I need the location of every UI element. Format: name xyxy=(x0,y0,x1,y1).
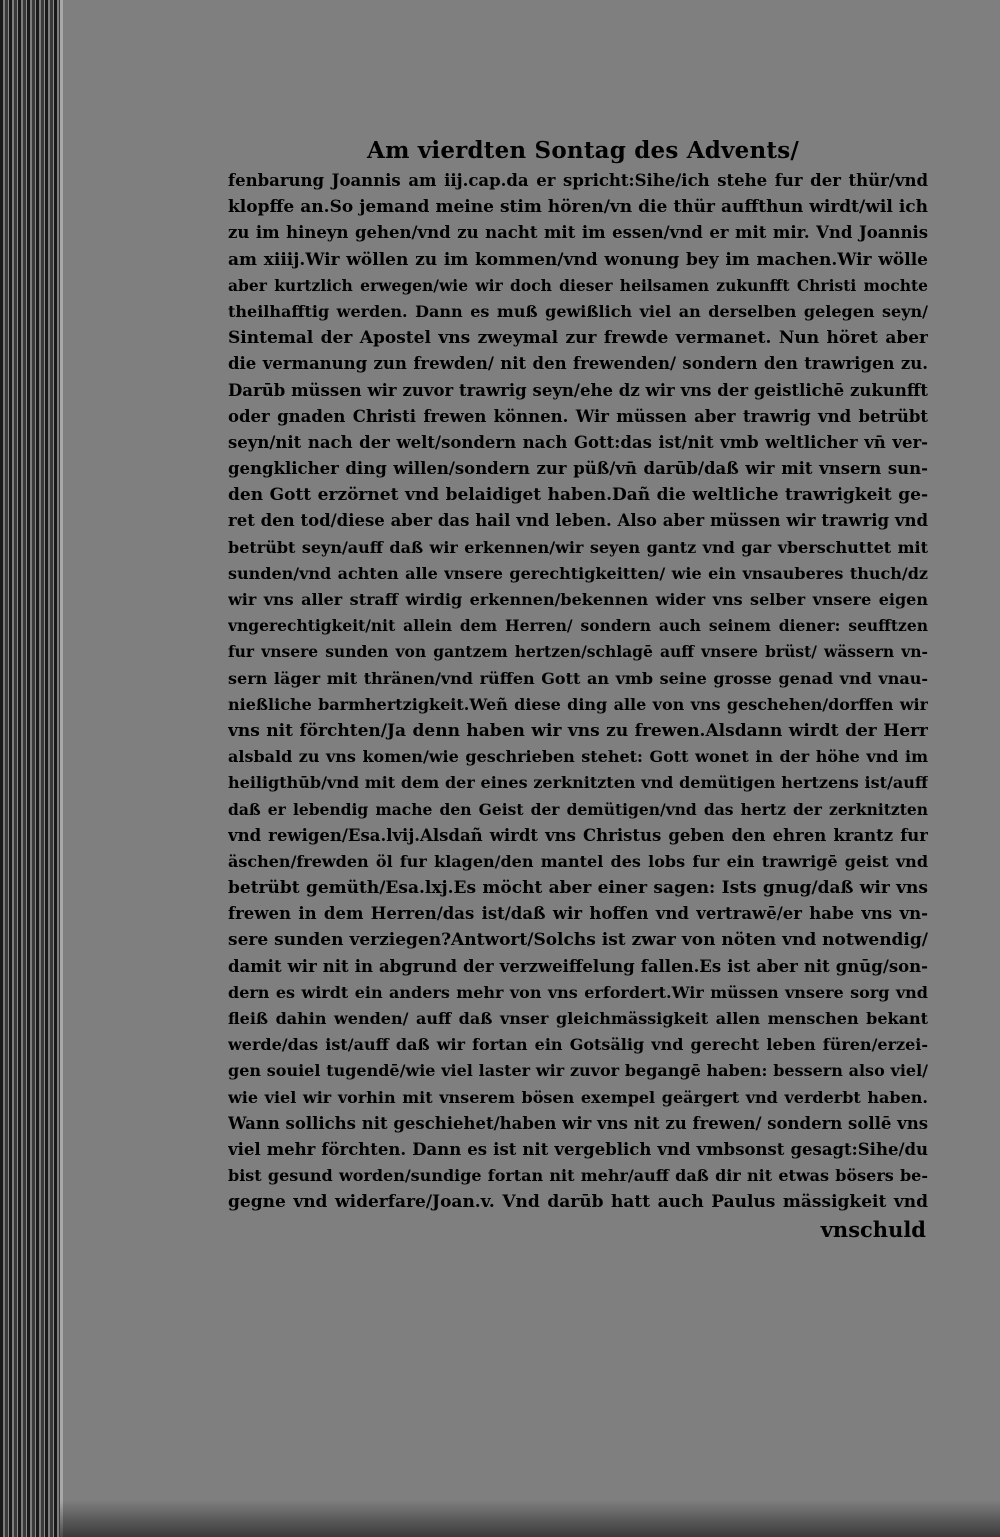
text-line: frewen in dem Herren/das ist/daß wir hoffen vnd vertrawē/er habe vns vn- xyxy=(228,904,928,924)
page-bottom-shadow xyxy=(60,1500,1000,1537)
text-line: äschen/frewden öl fur klagen/den mantel des lobs fur ein trawrigē geist vnd xyxy=(228,851,928,871)
text-line: fleiß dahin wenden/ auff daß vnser gleichmässigkeit allen menschen bekant xyxy=(228,1009,928,1028)
text-line: gengklicher ding willen/sondern zur püß/vn̄ darūb/daß wir mit vnsern sun- xyxy=(228,459,928,479)
text-line: dern es wirdt ein anders mehr von vns erfordert.Wir müssen vnsere sorg vnd xyxy=(228,982,928,1002)
text-line: oder gnaden Christi frewen können. Wir müssen aber trawrig vnd betrübt xyxy=(228,406,928,426)
text-line: werde/das ist/auff daß wir fortan ein Gotsälig vnd gerecht leben füren/erzei- xyxy=(228,1035,928,1055)
body-text xyxy=(228,168,928,1216)
catchword: vnschuld xyxy=(820,1216,926,1242)
text-line: heiligthūb/vnd mit dem der eines zerknitzten vnd demütigen hertzens ist/auff xyxy=(228,773,928,793)
text-line: nießliche barmhertzigkeit.Weñ diese ding alle von vns geschehen/dorffen wir xyxy=(228,694,928,714)
text-line: sern läger mit thränen/vnd rüffen Gott an vmb seine grosse genad vnd vnau- xyxy=(228,668,928,688)
text-line: sere sunden verziegen?Antwort/Solchs ist zwar von nöten vnd notwendig/ xyxy=(228,930,928,951)
text-line: aber kurtzlich erwegen/wie wir doch dieser heilsamen zukunfft Christi mochte xyxy=(228,275,928,295)
text-line: am xiiij.Wir wöllen zu im kommen/vnd wonung bey im machen.Wir wölle xyxy=(228,249,928,270)
text-line: klopffe an.So jemand meine stim hören/vn die thür auffthun wirdt/wil ich xyxy=(228,197,928,218)
text-line: zu im hineyn gehen/vnd zu nacht mit im essen/vnd er mit mir. Vnd Joannis xyxy=(228,223,928,243)
text-line: vngerechtigkeit/nit allein dem Herren/ sondern auch seinem diener: seufftzen xyxy=(228,616,928,636)
text-line: theilhafftig werden. Dann es muß gewißlich viel an derselben gelegen seyn/ xyxy=(228,301,928,321)
text-line: Wann sollichs nit geschiehet/haben wir vns nit zu frewen/ sondern sollē vns xyxy=(228,1113,928,1133)
text-line: bist gesund worden/sundige fortan nit mehr/auff daß dir nit etwas bösers be- xyxy=(228,1166,928,1186)
text-line: seyn/nit nach der welt/sondern nach Gott:das ist/nit vmb weltlicher vn̄ ver- xyxy=(228,432,928,452)
text-line: vns nit förchten/Ja denn haben wir vns zu frewen.Alsdann wirdt der Herr xyxy=(228,720,928,741)
text-block xyxy=(228,134,928,1244)
text-line: viel mehr förchten. Dann es ist nit vergeblich vnd vmbsonst gesagt:Sihe/du xyxy=(228,1139,928,1159)
book-page-edges xyxy=(0,0,64,1537)
text-line: wie viel wir vorhin mit vnserem bösen exempel geärgert vnd verderbt haben. xyxy=(228,1087,928,1107)
text-line: wir vns aller straff wirdig erkennen/bekennen wider vns selber vnsere eigen xyxy=(228,590,928,609)
text-line: betrübt gemüth/Esa.lxj.Es möcht aber einer sagen: Ists gnug/daß wir vns xyxy=(228,878,928,899)
text-line: daß er lebendig mache den Geist der demütigen/vnd das hertz der zerknitzten xyxy=(228,799,928,819)
text-line: den Gott erzörnet vnd belaidiget haben.Dañ die weltliche trawrigkeit ge- xyxy=(228,485,928,506)
text-line: betrübt seyn/auff daß wir erkennen/wir seyen gantz vnd gar vberschuttet mit xyxy=(228,537,928,557)
text-line: vnd rewigen/Esa.lvij.Alsdañ wirdt vns Christus geben den ehren krantz fur xyxy=(228,825,928,845)
text-line: fur vnsere sunden von gantzem hertzen/schlagē auff vnsere brüst/ wässern vn- xyxy=(228,642,928,662)
text-line: die vermanung zun frewden/ nit den frewenden/ sondern den trawrigen zu. xyxy=(228,354,928,374)
text-line: gen souiel tugendē/wie viel laster wir zuvor begangē haben: bessern also viel/ xyxy=(228,1061,928,1081)
text-line: gegne vnd widerfare/Joan.v. Vnd darūb hatt auch Paulus mässigkeit vnd xyxy=(228,1192,928,1213)
running-head: Am vierdten Sontag des Advents/ xyxy=(367,137,799,164)
text-line: ret den tod/diese aber das hail vnd leben. Also aber müssen wir trawrig vnd xyxy=(228,511,928,531)
text-line: alsbald zu vns komen/wie geschrieben stehet: Gott wonet in der höhe vnd im xyxy=(228,747,928,767)
text-line: sunden/vnd achten alle vnsere gerechtigkeitten/ wie ein vnsauberes thuch/dz xyxy=(228,563,928,583)
text-line: Sintemal der Apostel vns zweymal zur frewde vermanet. Nun höret aber xyxy=(228,328,928,349)
text-line: Darūb müssen wir zuvor trawrig seyn/ehe dz wir vns der geistlichē zukunfft xyxy=(228,380,928,400)
text-line: fenbarung Joannis am iij.cap.da er spricht:Sihe/ich stehe fur der thür/vnd xyxy=(228,171,928,190)
text-line: damit wir nit in abgrund der verzweiffelung fallen.Es ist aber nit gnūg/son- xyxy=(228,956,928,976)
